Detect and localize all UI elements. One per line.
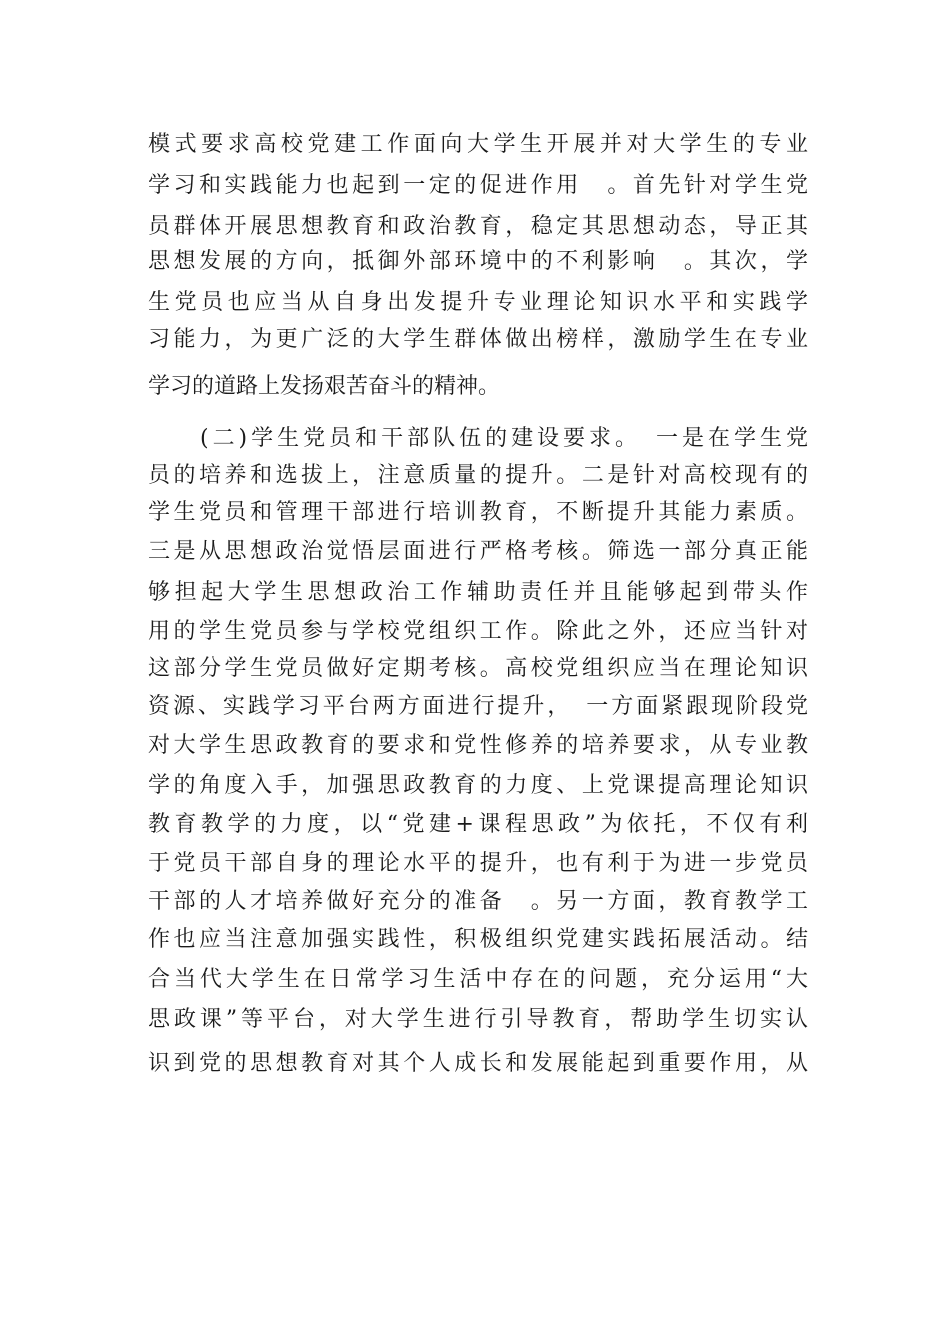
text-line: 这部分学生党员做好定期考核。高校党组织应当在理论知识 [148,656,808,681]
text-line: 学的角度入手，加强思政教育的力度、上党课提高理论知识 [148,773,808,798]
text-line: 生党员也应当从自身出发提升专业理论知识水平和实践学 [148,290,808,315]
text-line: 用的学生党员参与学校党组织工作。除此之外，还应当针对 [148,619,808,644]
text-line: 思想发展的方向，抵御外部环境中的不利影响 。其次，学 [148,249,808,274]
text-line: 合当代大学生在日常学习生活中存在的问题，充分运用“大 [148,967,808,992]
text-line: 教育教学的力度，以“党建+课程思政”为依托，不仅有利 [148,812,808,837]
text-line: 思政课”等平台，对大学生进行引导教育，帮助学生切实认 [148,1007,808,1032]
text-line: 学生党员和管理干部进行培训教育，不断提升其能力素质。 [148,500,808,525]
text-line: 作也应当注意加强实践性，积极组织党建实践拓展活动。结 [148,927,808,952]
section-heading-line: (二)学生党员和干部队伍的建设要求。 一是在学生党 [148,426,808,451]
text-line: 员群体开展思想教育和政治教育，稳定其思想动态，导正其 [148,214,808,239]
text-line: 习能力，为更广泛的大学生群体做出榜样，激励学生在专业 [148,327,808,352]
text-line: 学习的道路上发扬艰苦奋斗的精神。 [148,374,501,399]
text-line: 学习和实践能力也起到一定的促进作用 。首先针对学生党 [148,173,808,198]
text-line: 员的培养和选拔上，注意质量的提升。二是针对高校现有的 [148,463,808,488]
text-line: 模式要求高校党建工作面向大学生开展并对大学生的专业 [148,132,808,157]
text-line: 资源、实践学习平台两方面进行提升， 一方面紧跟现阶段党 [148,694,808,719]
text-line: 于党员干部自身的理论水平的提升，也有利于为进一步党员 [148,851,808,876]
text-line: 对大学生思政教育的要求和党性修养的培养要求，从专业教 [148,733,808,758]
text-line: 三是从思想政治觉悟层面进行严格考核。筛选一部分真正能 [148,539,808,564]
text-line: 够担起大学生思想政治工作辅助责任并且能够起到带头作 [148,580,808,605]
text-line: 干部的人才培养做好充分的准备 。另一方面，教育教学工 [148,889,808,914]
text-line: 识到党的思想教育对其个人成长和发展能起到重要作用，从 [148,1051,808,1076]
